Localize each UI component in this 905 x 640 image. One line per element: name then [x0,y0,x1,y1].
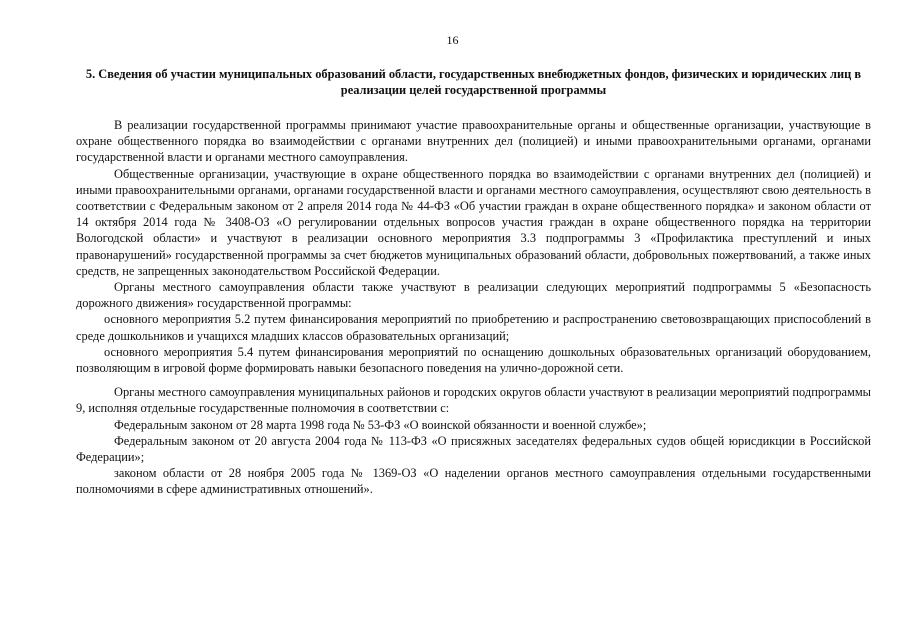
paragraph: Органы местного самоуправления области также участвуют в реализации следующих мероприятий подпрограммы 5 «Безопасность дорожного движения» государственной программы: [76,280,871,311]
list-item: Федеральным законом от 28 марта 1998 года № 53-ФЗ «О воинской обязанности и военной службе»; [114,417,647,432]
list-item: основного мероприятия 5.4 путем финансирования мероприятий по оснащению дошкольных образовательных организаций оборудованием, позволяющим в игровой форме формировать навыки безопасного поведения на улично-дорожной сети. [76,344,871,376]
list-item: основного мероприятия 5.2 путем финансирования мероприятий по приобретению и распространению световозвращающих приспособлений в среде дошкольников и учащихся младших классов образовательных организаций; [76,312,871,343]
list-item: законом области от 28 ноября 2005 года № 1369-ОЗ «О наделении органов местного самоуправления отдельными государственными полномочиями в сфере административных отношений». [76,466,871,497]
paragraph: Органы местного самоуправления муниципальных районов и городских округов области участвуют в реализации мероприятий подпрограммы 9, исполняя отдельные государственные полномочия в соответствии с: [76,385,871,416]
page-number: 16 [446,33,459,47]
list-item: Федеральным законом от 20 августа 2004 года № 113-ФЗ «О присяжных заседателях федеральных судов общей юрисдикции в Российской Федерации»; [76,433,871,465]
paragraph: Общественные организации, участвующие в охране общественного порядка во взаимодействии с органами внутренних дел (полицией) и иными правоохранительными органами, органами государственной власти и органами местного самоуправления, осуществляют свою деятельность в соответствии с Федеральным законом от 2 апреля 2014 года № 44-ФЗ «Об участии граждан в охране общественного порядка» и законом области от 14 октября 2014 года № 3408-ОЗ «О регулировании отдельных вопросов участия граждан в охране общественного порядка на территории Вологодской области» и участвуют в реализации основного мероприятия 3.3 подпрограммы 3 «Профилактика преступлений и иных правонарушений» государственной программы за счет бюджетов муниципальных образований области, добровольных пожертвований, а также иных средств, не запрещенных законодательством Российской Федерации. [76,166,871,278]
paragraph: В реализации государственной программы принимают участие правоохранительные органы и общественные организации, участвующие в охране общественного порядка во взаимодействии с органами внутренних дел (полицией) и иными правоохранительными органами, органами государственной власти и органами местного самоуправления. [76,118,871,165]
body-text [76,117,871,498]
section-heading: 5. Сведения об участии муниципальных образований области, государственных внебюджетных фондов, физических и юридических лиц в реализации целей государственной программы [85,67,862,97]
